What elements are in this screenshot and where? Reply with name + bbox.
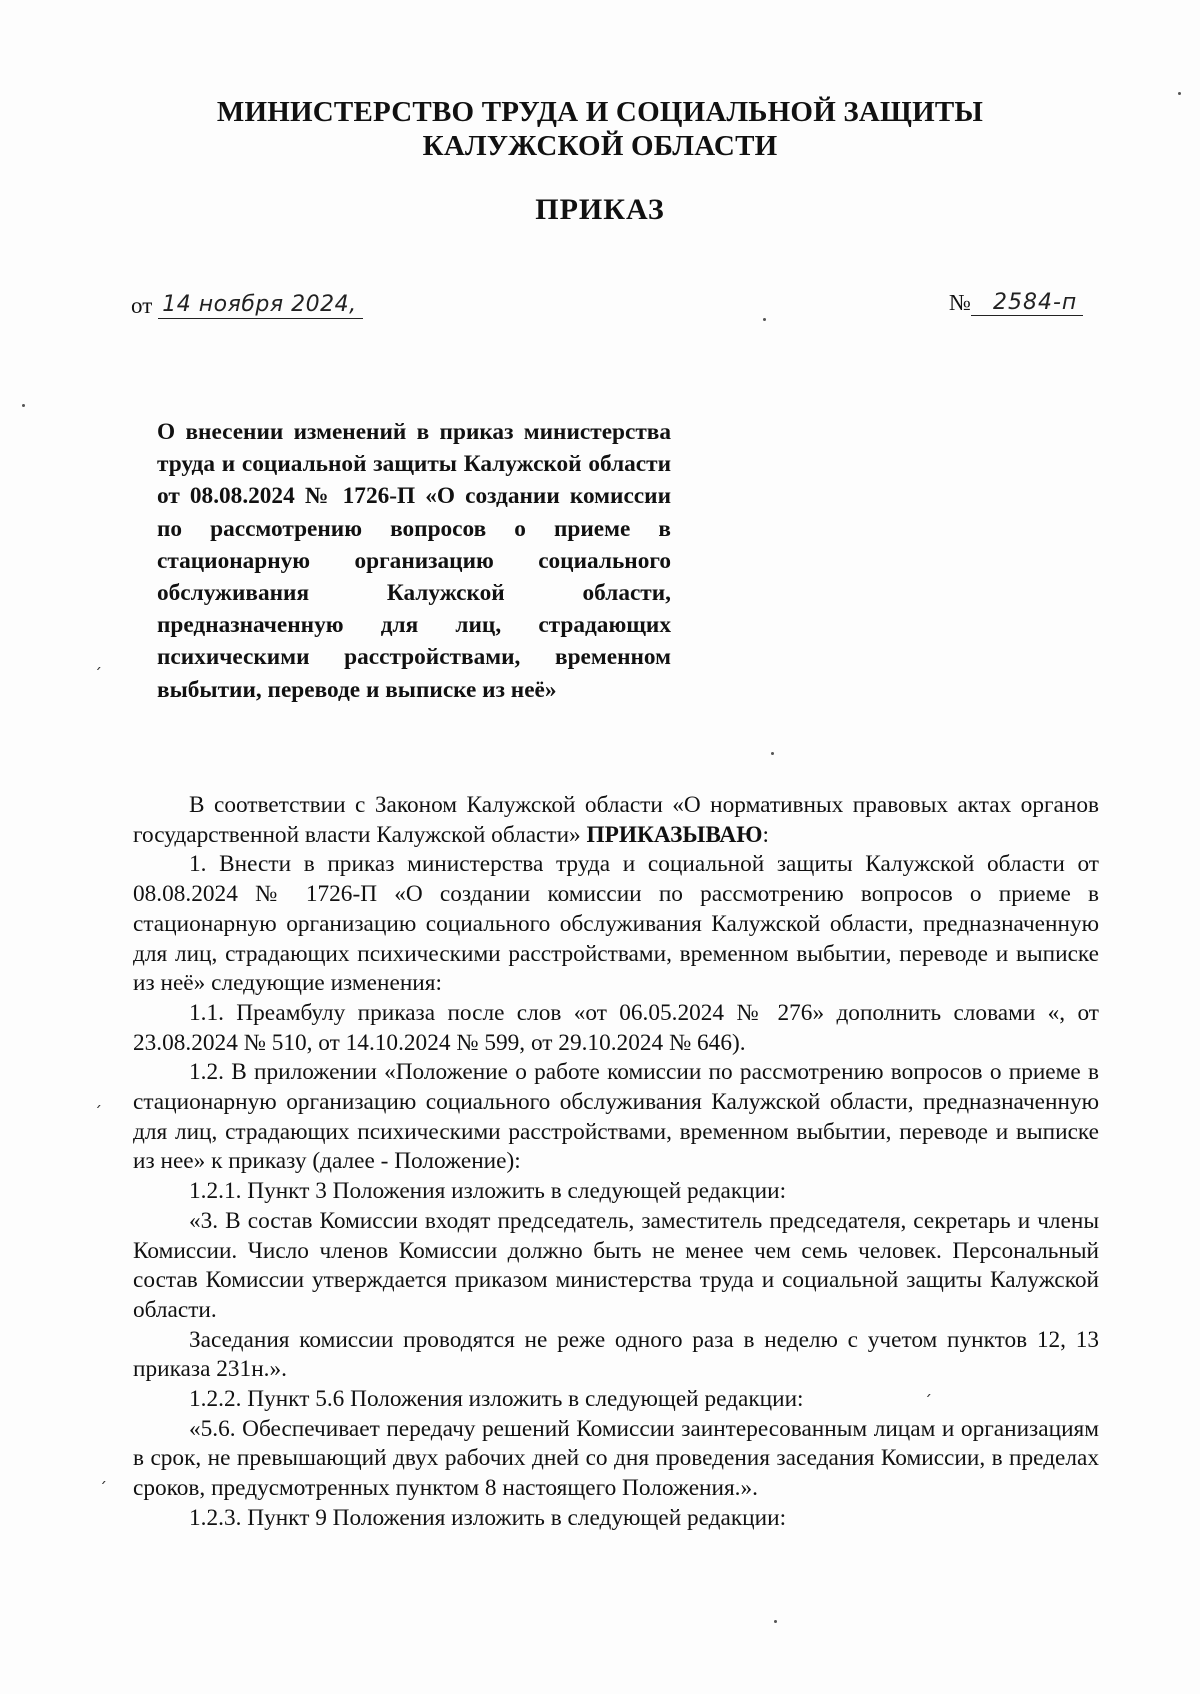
order-date [131, 292, 363, 319]
scan-mark: ˏ [94, 1089, 102, 1108]
intro-colon: : [762, 821, 769, 848]
order-body [133, 791, 1099, 1534]
scan-mark: ˊ [924, 1392, 932, 1411]
scan-speck [763, 318, 766, 321]
handwritten-number: 2584-п [971, 290, 1083, 316]
ministry-name-line1: МИНИСТЕРСТВО ТРУДА И СОЦИАЛЬНОЙ ЗАЩИТЫ [216, 96, 984, 128]
number-prefix: № [949, 290, 971, 315]
clause-1-2: 1.2. В приложении «Положение о работе комиссии по рассмотрению вопросов о приеме в стационарную организацию социального обслуживания Калужской области, предназначенную для лиц, страдающих психическими расстройствами, временном выбытии, переводе и выписке из нее» к приказу (далее - Положение): [133, 1059, 1099, 1175]
scan-mark: ˏ [99, 1465, 107, 1484]
scan-speck [771, 752, 774, 755]
scan-mark: ˏ [94, 651, 102, 670]
order-subject: О внесении изменений в приказ министерства труда и социальной защиты Калужской области от 08.08.2024 № 1726-П «О создании комиссии по рассмотрению вопросов о приеме в стационарную организацию социального обслуживания Калужской области, предназначенную для лиц, страдающих психическими расстройствами, временном выбытии, переводе и выписке из неё» [157, 419, 671, 703]
scan-speck [774, 1620, 777, 1623]
date-prefix: от [131, 293, 153, 318]
quoted-clause-3: «3. В состав Комиссии входят председатель, заместитель председателя, секретарь и члены Комиссии. Число членов Комиссии должно быть не менее чем семь человек. Персональный состав Комиссии утверждается приказом министерства труда и социальной защиты Калужской области. [133, 1207, 1099, 1323]
clause-1-2-2: 1.2.2. Пункт 5.6 Положения изложить в следующей редакции: [189, 1386, 804, 1413]
quoted-clause-3-continued: Заседания комиссии проводятся не реже одного раза в неделю с учетом пунктов 12, 13 приказа 231н.». [133, 1326, 1099, 1383]
clause-1-2-3: 1.2.3. Пункт 9 Положения изложить в следующей редакции: [189, 1504, 787, 1531]
handwritten-date: 14 ноября 2024, [158, 292, 362, 319]
scan-speck [22, 404, 25, 407]
clause-1-1: 1.1. Преамбулу приказа после слов «от 06.05.2024 № 276» дополнить словами «, от 23.08.2024 № 510, от 14.10.2024 № 599, от 29.10.2024 № 646). [133, 999, 1099, 1056]
scan-speck [1178, 92, 1181, 95]
quoted-clause-5-6: «5.6. Обеспечивает передачу решений Комиссии заинтересованным лицам и организациям в срок, не превышающий двух рабочих дней со дня проведения заседания Комиссии, в пределах сроков, предусмотренных пунктом 8 настоящего Положения.». [133, 1415, 1099, 1502]
command-word: ПРИКАЗЫВАЮ [586, 821, 763, 848]
clause-1-2-1: 1.2.1. Пункт 3 Положения изложить в следующей редакции: [189, 1178, 787, 1205]
order-title: ПРИКАЗ [535, 193, 665, 226]
intro-text: В соответствии с Законом Калужской области «О нормативных правовых актах органов государственной власти Калужской области» [133, 792, 1099, 848]
order-number [949, 290, 1083, 316]
intro-paragraph [133, 791, 1099, 850]
ministry-name [0, 95, 1200, 163]
ministry-name-line2: КАЛУЖСКОЙ ОБЛАСТИ [422, 130, 778, 162]
clause-1: 1. Внести в приказ министерства труда и социальной защиты Калужской области от 08.08.2024 № 1726-П «О создании комиссии по рассмотрению вопросов о приеме в стационарную организацию социального обслуживания Калужской области, предназначенную для лиц, страдающих психическими расстройствами, временном выбытии, переводе и выписке из неё» следующие изменения: [133, 851, 1099, 997]
